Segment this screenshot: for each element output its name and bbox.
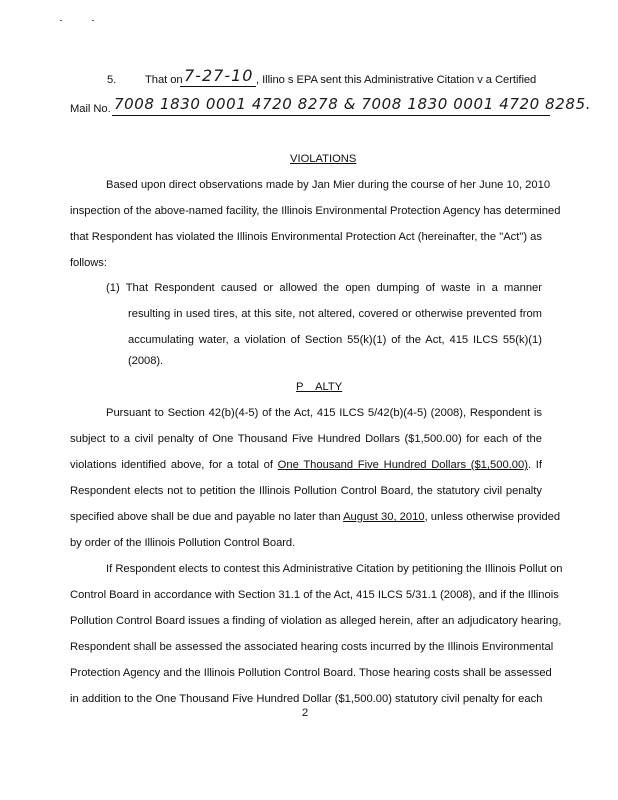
penalty-para2-line: Protection Agency and the Illinois Pollution Control Board. Those hearing costs shall be assessed bbox=[70, 667, 552, 679]
violation-item-line: accumulating water, a violation of Section 55(k)(1) of the Act, 415 ILCS 55(k)(1) bbox=[128, 334, 542, 346]
date-underline bbox=[180, 86, 256, 87]
scan-speck bbox=[60, 20, 62, 21]
violation-item-line: (1) That Respondent caused or allowed the open dumping of waste in a manner bbox=[106, 282, 542, 294]
that-on-text: That on bbox=[145, 74, 183, 86]
penalty-para-line: Pursuant to Section 42(b)(4-5) of the Act, 415 ILCS 5/42(b)(4-5) (2008), Respondent is bbox=[106, 407, 542, 419]
mail-label: Mail No. bbox=[70, 103, 111, 115]
penalty-para2-line: Respondent shall be assessed the associated hearing costs incurred by the Illinois Environmental bbox=[70, 641, 554, 653]
item5-text: , Illino s EPA sent this Administrative Citation v a Certified bbox=[256, 74, 537, 86]
penalty-text: violations identified above, for a total of bbox=[70, 459, 278, 471]
penalty-para-line bbox=[70, 458, 542, 472]
penalty-para-line: by order of the Illinois Pollution Control Board. bbox=[70, 537, 296, 549]
penalty-para2-line: in addition to the One Thousand Five Hundred Dollar ($1,500.00) statutory civil penalty for each bbox=[70, 693, 543, 705]
penalty-para-line: subject to a civil penalty of One Thousand Five Hundred Dollars ($1,500.00) for each of the bbox=[70, 433, 542, 445]
penalty-text: , unless otherwise provided bbox=[424, 511, 561, 523]
page-number: 2 bbox=[302, 707, 309, 719]
penalty-text: . If bbox=[527, 459, 542, 471]
violations-para-line: Based upon direct observations made by Jan Mier during the course of her June 10, 2010 bbox=[106, 179, 551, 191]
scan-speck bbox=[92, 20, 94, 21]
penalty-para2-line: Pollution Control Board issues a finding of violation as alleged herein, after an adjudicatory hearing, bbox=[70, 615, 562, 627]
violation-item-line: resulting in used tires, at this site, not altered, covered or otherwise prevented from bbox=[128, 308, 542, 320]
item-number: 5. bbox=[107, 74, 117, 86]
penalty-para2-line: Control Board in accordance with Section 31.1 of the Act, 415 ILCS 5/31.1 (2008), and if the Illinois bbox=[70, 589, 559, 601]
violations-heading: VIOLATIONS bbox=[290, 153, 357, 165]
penalty-heading: P ALTY bbox=[296, 381, 343, 393]
handwritten-mail-numbers: 7008 1830 0001 4720 8278 & 7008 1830 0001 4720 8285. bbox=[114, 95, 592, 113]
penalty-para-line: Respondent elects not to petition the Illinois Pollution Control Board, the statutory civil penalty bbox=[70, 485, 542, 497]
violations-para-line: follows: bbox=[70, 257, 107, 269]
mail-underline bbox=[112, 115, 550, 116]
handwritten-date: 7-27-10 bbox=[184, 66, 254, 85]
penalty-total-amount: One Thousand Five Hundred Dollars ($1,500.00) bbox=[277, 459, 528, 471]
penalty-para-line bbox=[70, 510, 561, 524]
penalty-due-date: August 30, 2010 bbox=[343, 511, 425, 523]
penalty-text: specified above shall be due and payable no later than bbox=[70, 511, 344, 523]
violations-para-line: that Respondent has violated the Illinois Environmental Protection Act (hereinafter, the "Act") as bbox=[70, 231, 542, 243]
violation-item-line: (2008). bbox=[128, 355, 164, 367]
violations-para-line: inspection of the above-named facility, the Illinois Environmental Protection Agency has determined bbox=[70, 205, 561, 217]
penalty-para2-line: If Respondent elects to contest this Administrative Citation by petitioning the Illinois Pollut on bbox=[106, 563, 563, 575]
